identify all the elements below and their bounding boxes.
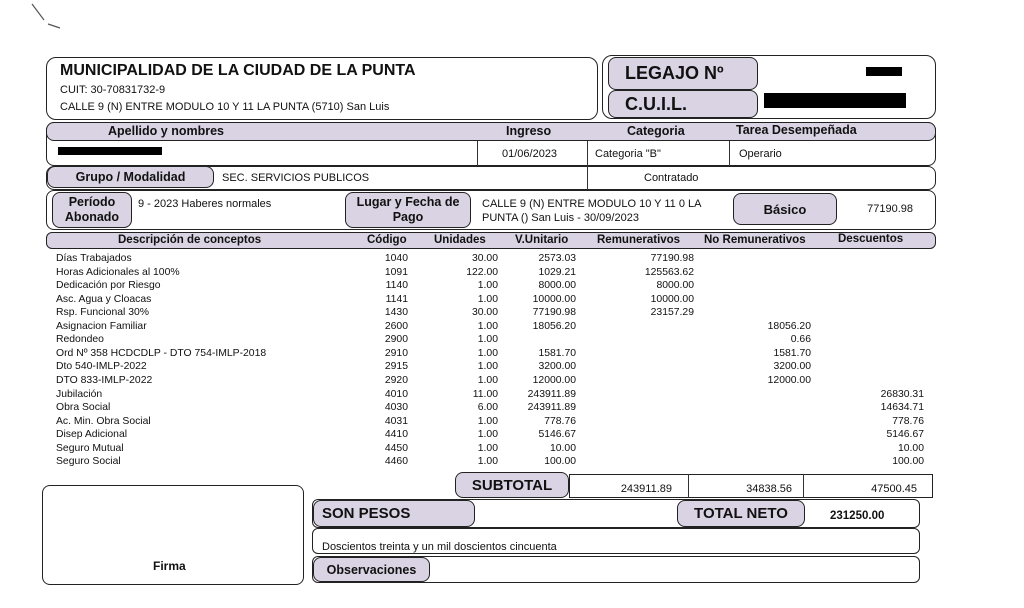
cell-codigo: 2920	[384, 374, 408, 386]
cell-descuentos: 14634.71	[880, 402, 924, 414]
divider	[587, 166, 588, 190]
firma-label: Firma	[153, 559, 186, 573]
apellido-label: Apellido y nombres	[108, 124, 224, 138]
cell-vunitario: 8000.00	[538, 280, 576, 292]
cell-descuentos: 100.00	[892, 456, 924, 468]
total-neto-label: TOTAL NETO	[677, 500, 805, 527]
cell-remunerativos: 23157.29	[650, 307, 694, 319]
cell-descripcion: Horas Adicionales al 100%	[56, 266, 180, 278]
cell-unidades: 1.00	[477, 293, 498, 305]
cell-unidades: 30.00	[471, 307, 498, 319]
grupo-value: SEC. SERVICIOS PUBLICOS	[222, 172, 370, 184]
cell-descripcion: Jubilación	[56, 388, 103, 400]
categoria-label: Categoria	[627, 124, 685, 138]
col-descuentos: Descuentos	[838, 233, 904, 245]
subtotal-descuentos: 47500.45	[871, 483, 917, 495]
cell-descuentos: 5146.67	[886, 429, 924, 441]
tarea-value: Operario	[739, 148, 782, 160]
subtotal-remunerativos: 243911.89	[620, 483, 672, 495]
col-vunitario: V.Unitario	[515, 234, 569, 246]
cuil-redaction	[764, 93, 906, 108]
cell-remunerativos: 77190.98	[650, 253, 694, 264]
grupo-label: Grupo / Modalidad	[47, 166, 214, 188]
cell-unidades: 1.00	[477, 280, 498, 292]
cell-descuentos: 10.00	[897, 442, 924, 454]
cell-vunitario: 2573.03	[538, 253, 576, 264]
periodo-label	[52, 192, 132, 228]
cell-descripcion: Rsp. Funcional 30%	[56, 307, 149, 319]
cell-unidades: 11.00	[472, 388, 498, 400]
table-row	[0, 401, 1024, 415]
cell-codigo: 1040	[384, 253, 408, 264]
name-redaction	[58, 147, 162, 155]
cell-descripcion: Seguro Mutual	[56, 442, 124, 454]
cell-unidades: 1.00	[477, 442, 498, 454]
cell-descuentos: 778.76	[892, 415, 924, 427]
cell-codigo: 1141	[385, 293, 408, 305]
cell-no-remunerativos: 18056.20	[767, 320, 811, 332]
cell-vunitario: 100.00	[544, 456, 576, 468]
cell-codigo: 1091	[384, 266, 408, 278]
cell-descripcion: Días Trabajados	[56, 253, 132, 264]
son-pesos-label: SON PESOS	[313, 500, 475, 527]
employer-name: MUNICIPALIDAD DE LA CIUDAD DE LA PUNTA	[60, 62, 416, 79]
table-row	[0, 333, 1024, 347]
cell-unidades: 1.00	[477, 334, 498, 346]
table-row	[0, 252, 1024, 266]
col-remunerativos: Remunerativos	[597, 234, 681, 246]
ingreso-label: Ingreso	[506, 124, 552, 138]
periodo-label-text: Período Abonado	[64, 195, 120, 224]
cell-vunitario: 10000.00	[532, 293, 576, 305]
cell-vunitario: 5146.67	[538, 429, 576, 441]
table-row	[0, 442, 1024, 456]
col-unidades: Unidades	[434, 234, 486, 246]
cell-remunerativos: 8000.00	[656, 280, 694, 292]
lugar-label	[345, 192, 471, 228]
categoria-value: Categoria "B"	[595, 148, 661, 160]
divider	[803, 474, 804, 498]
cell-unidades: 1.00	[477, 429, 498, 441]
cell-unidades: 1.00	[477, 456, 498, 468]
basico-value: 77190.98	[867, 203, 913, 215]
table-row	[0, 388, 1024, 402]
cell-unidades: 30.00	[471, 253, 498, 264]
cell-unidades: 6.00	[477, 402, 498, 414]
cell-codigo: 4030	[384, 402, 408, 414]
cell-unidades: 1.00	[477, 415, 498, 427]
table-row	[0, 306, 1024, 320]
cell-codigo: 4031	[384, 415, 408, 427]
cuil-label: C.U.I.L.	[608, 90, 758, 118]
table-row	[0, 347, 1024, 361]
modalidad-value: Contratado	[644, 172, 699, 184]
cell-unidades: 1.00	[477, 347, 498, 359]
cell-codigo: 1140	[385, 280, 408, 292]
scan-mark	[30, 2, 70, 32]
cell-codigo: 4460	[384, 456, 408, 468]
observaciones-label: Observaciones	[313, 557, 430, 582]
periodo-value: 9 - 2023 Haberes normales	[138, 198, 272, 210]
cell-codigo: 1430	[384, 307, 408, 319]
cell-codigo: 2910	[384, 347, 408, 359]
total-neto-value: 231250.00	[830, 510, 885, 522]
employer-cuit: CUIT: 30-70831732-9	[60, 84, 166, 96]
tarea-label: Tarea Desempeñada	[736, 123, 857, 137]
basico-label: Básico	[733, 193, 837, 225]
cell-no-remunerativos: 1581.70	[773, 347, 811, 359]
cell-vunitario: 18056.20	[532, 320, 576, 332]
cell-codigo: 4410	[384, 429, 408, 441]
cell-vunitario: 10.00	[549, 442, 576, 454]
cell-vunitario: 12000.00	[532, 374, 576, 386]
cell-no-remunerativos: 3200.00	[773, 361, 811, 373]
cell-descripcion: Redondeo	[56, 334, 104, 346]
table-row	[0, 415, 1024, 429]
cell-descripcion: Ac. Min. Obra Social	[56, 415, 151, 427]
cell-descripcion: Asc. Agua y Cloacas	[56, 293, 152, 305]
cell-descripcion: Dedicación por Riesgo	[56, 280, 161, 292]
cell-codigo: 2600	[384, 320, 408, 332]
cell-codigo: 2915	[384, 361, 408, 373]
col-no-remunerativos: No Remunerativos	[704, 234, 806, 246]
cell-descripcion: Dto 540-IMLP-2022	[56, 361, 147, 373]
table-row	[0, 360, 1024, 374]
cell-descripcion: Asignacion Familiar	[56, 320, 147, 332]
cell-codigo: 4450	[384, 442, 408, 454]
legajo-redaction	[866, 67, 902, 76]
cell-descripcion: Disep Adicional	[56, 429, 128, 441]
col-codigo: Código	[367, 234, 407, 246]
ingreso-value: 01/06/2023	[502, 148, 558, 160]
subtotal-no-remunerativos: 34838.56	[746, 483, 792, 495]
en-letras-value: Doscientos treinta y un mil doscientos cincuenta	[322, 541, 557, 553]
cell-vunitario: 3200.00	[538, 361, 576, 373]
cell-vunitario: 1581.70	[538, 347, 576, 359]
table-row	[0, 266, 1024, 280]
divider	[477, 141, 478, 166]
cell-no-remunerativos: 0.66	[790, 334, 811, 346]
legajo-label: LEGAJO Nº	[608, 57, 758, 90]
cell-vunitario: 243911.89	[527, 388, 576, 400]
table-row	[0, 428, 1024, 442]
table-row	[0, 374, 1024, 388]
cell-codigo: 4010	[384, 388, 408, 400]
divider	[688, 474, 689, 498]
cell-unidades: 1.00	[477, 320, 498, 332]
cell-unidades: 1.00	[477, 361, 498, 373]
subtotal-label: SUBTOTAL	[455, 472, 569, 498]
cell-codigo: 2900	[384, 334, 408, 346]
table-row	[0, 293, 1024, 307]
col-descripcion: Descripción de conceptos	[118, 234, 262, 246]
cell-no-remunerativos: 12000.00	[767, 374, 811, 386]
lugar-value: CALLE 9 (N) ENTRE MODULO 10 Y 11 0 LA PUNTA () San Luis - 30/09/2023	[482, 198, 701, 224]
employer-address: CALLE 9 (N) ENTRE MODULO 10 Y 11 LA PUNTA (5710) San Luis	[60, 101, 390, 113]
divider	[587, 141, 588, 166]
table-row	[0, 279, 1024, 293]
concepts-table	[0, 252, 1024, 472]
lugar-label-text: Lugar y Fecha de Pago	[356, 195, 460, 224]
cell-descripcion: DTO 833-IMLP-2022	[56, 374, 153, 386]
cell-descripcion: Seguro Social	[56, 456, 121, 468]
cell-vunitario: 778.76	[544, 415, 576, 427]
cell-vunitario: 1029.21	[538, 266, 576, 278]
cell-unidades: 1.00	[477, 374, 498, 386]
cell-vunitario: 243911.89	[527, 402, 576, 414]
cell-unidades: 122.00	[466, 266, 498, 278]
cell-descripcion: Ord Nº 358 HCDCDLP - DTO 754-IMLP-2018	[56, 347, 267, 359]
cell-remunerativos: 10000.00	[650, 293, 694, 305]
table-row	[0, 320, 1024, 334]
cell-descripcion: Obra Social	[56, 402, 111, 414]
cell-descuentos: 26830.31	[880, 388, 924, 400]
table-row	[0, 455, 1024, 469]
cell-vunitario: 77190.98	[532, 307, 576, 319]
cell-remunerativos: 125563.62	[644, 266, 694, 278]
divider	[729, 141, 730, 166]
